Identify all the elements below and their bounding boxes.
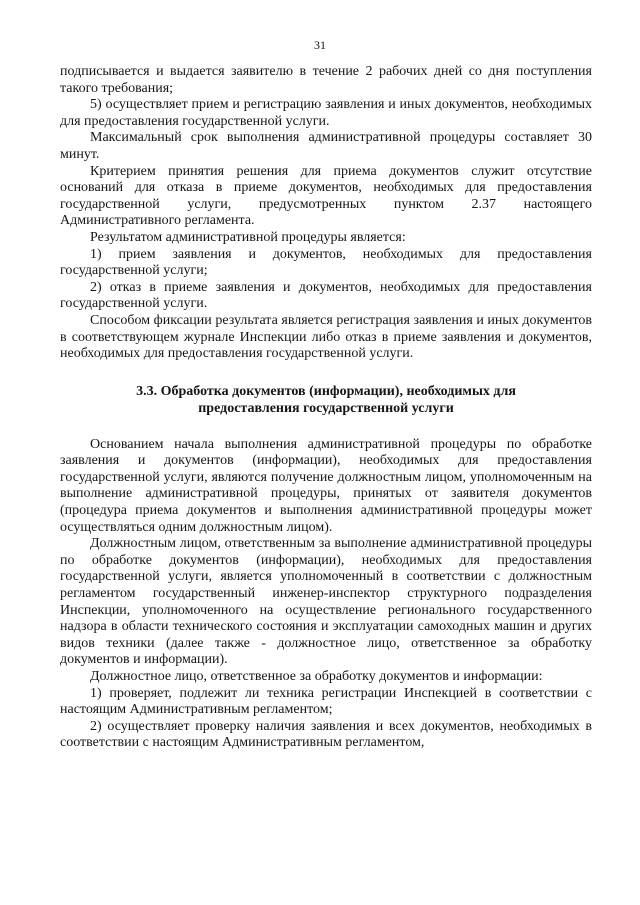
page-number: 31 bbox=[314, 38, 326, 52]
section-heading: 3.3. Обработка документов (информации), необходимых для предоставления государственной услуги bbox=[136, 383, 516, 416]
document-body bbox=[60, 64, 592, 752]
paragraph: 2) отказ в приеме заявления и документов, необходимых для предоставления государственной услуги. bbox=[60, 279, 592, 312]
paragraph: Критерием принятия решения для приема документов служит отсутствие оснований для отказа в приеме документов, необходимых для предоставления государственной услуги, предусмотренных пунктом 2.37 настоящего Административного регламента. bbox=[60, 163, 592, 229]
paragraph: 1) прием заявления и документов, необходимых для предоставления государственной услуги; bbox=[60, 246, 592, 279]
paragraph: Основанием начала выполнения административной процедуры по обработке заявления и документов (информации), необходимых для предоставления государственной услуги, являются получение должностным лицом, уполномоченным на выполнение административной процедуры, принятых от заявителя документов (процедура приема документов и выполнения административной процедуры может осуществляться одним должностным лицом). bbox=[60, 436, 592, 535]
paragraph: Должностное лицо, ответственное за обработку документов и информации: bbox=[90, 669, 543, 684]
paragraph: 2) осуществляет проверку наличия заявления и всех документов, необходимых в соответствии с настоящим Административным регламентом, bbox=[60, 718, 592, 751]
paragraph: подписывается и выдается заявителю в течение 2 рабочих дней со дня поступления такого требования; bbox=[60, 64, 592, 96]
paragraph: Результатом административной процедуры является: bbox=[90, 229, 406, 245]
paragraph: Должностным лицом, ответственным за выполнение административной процедуры по обработке документов (информации), необходимых для предоставления государственной услуги, является уполномоченный в соответствии с должностным регламентом государственный инженер-инспектор структурного подразделения Инспекции, уполномоченного на осуществление регионального государственного надзора в области технического состояния и эксплуатации самоходных машин и других видов техники (далее также - должностное лицо, ответственное за обработку документов и информации). bbox=[60, 536, 592, 668]
paragraph: 1) проверяет, подлежит ли техника регистрации Инспекцией в соответствии с настоящим Административным регламентом; bbox=[60, 685, 592, 718]
paragraph: Способом фиксации результата является регистрация заявления и иных документов в соответствующем журнале Инспекции либо отказ в приеме заявления и документов, необходимых для предоставления государственной услуги. bbox=[60, 312, 592, 362]
paragraph: 5) осуществляет прием и регистрацию заявления и иных документов, необходимых для предоставления государственной услуги. bbox=[60, 97, 592, 129]
paragraph: Максимальный срок выполнения административной процедуры составляет 30 минут. bbox=[60, 130, 592, 162]
